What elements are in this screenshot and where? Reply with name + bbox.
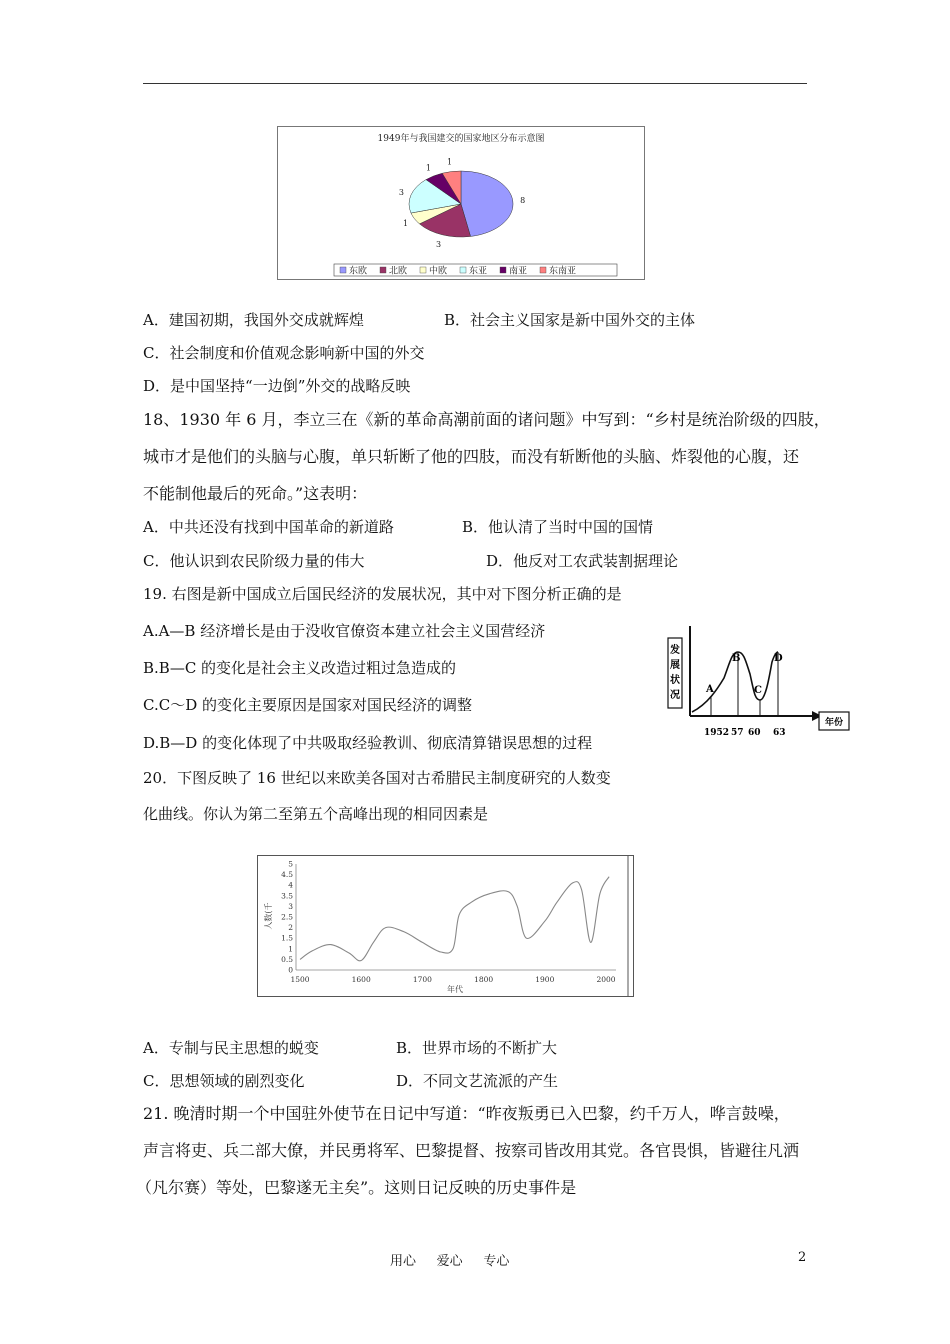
q20-option-c: C．思想领域的剧烈变化 (143, 1072, 305, 1090)
econ-point-a: A (706, 684, 714, 695)
q18-option-a: A．中共还没有找到中国革命的新道路 (143, 518, 394, 536)
q19-stem: 19. 右图是新中国成立后国民经济的发展状况，其中对下图分析正确的是 (143, 585, 622, 603)
pie-chart-title: 1949年与我国建交的国家地区分布示意图 (377, 134, 545, 144)
q19-option-d: D.B—D 的变化体现了中共吸取经验教训、彻底清算错误思想的过程 (143, 734, 593, 752)
q19-option-c: C.C～D 的变化主要原因是国家对国民经济的调整 (143, 696, 472, 714)
line-y-tick-label: 5 (288, 859, 293, 869)
line-y-tick-label: 4.5 (281, 870, 293, 880)
pie-chart (278, 127, 644, 279)
q21-stem-line-2: 声言将吏、兵二部大僚，并民勇将军、巴黎提督、按察司皆改用其党。各官畏惧，皆避往凡洒 (143, 1141, 800, 1160)
econ-point-b: B (732, 653, 741, 664)
q17-option-c: C．社会制度和价值观念影响新中国的外交 (143, 344, 425, 362)
econ-tick-60: 60 (748, 728, 761, 738)
pie-legend-swatch-3 (420, 267, 426, 273)
econ-point-c: C (754, 685, 762, 696)
q18-stem-line-3: 不能制他最后的死命。”这表明： (143, 484, 368, 503)
pie-value-label-6: 1 (447, 157, 453, 167)
line-y-tick-label: 0 (288, 965, 293, 975)
line-y-tick-label: 3 (288, 901, 293, 911)
line-y-tick-label: 1.5 (281, 933, 293, 943)
line-y-tick-label: 2 (288, 923, 293, 933)
econ-y-label-1: 发 (670, 645, 680, 656)
line-x-tick-label: 1700 (412, 975, 432, 984)
line-x-tick-label: 2000 (596, 975, 616, 984)
pie-value-label-5: 1 (425, 163, 431, 173)
pie-legend-label-4: 东亚 (469, 266, 488, 277)
q20-stem-line-1: 20．下图反映了 16 世纪以来欧美各国对古希腊民主制度研究的人数变 (143, 769, 611, 787)
line-x-label: 年代 (447, 985, 463, 994)
pie-value-label-4: 3 (398, 188, 404, 198)
line-x-tick-label: 1500 (290, 975, 310, 984)
pie-value-label-3: 1 (402, 219, 409, 229)
pie-slice-1 (461, 171, 513, 236)
line-y-label: 人数(千 (264, 902, 273, 930)
q20-option-b: B．世界市场的不断扩大 (396, 1039, 558, 1057)
line-series (300, 877, 609, 961)
line-chart-figure (257, 855, 634, 997)
line-x-tick-label: 1800 (474, 975, 494, 984)
q21-stem-line-3: （凡尔赛）等处，巴黎遂无主矣”。这则日记反映的历史事件是 (136, 1178, 577, 1197)
page-number: 2 (798, 1250, 807, 1265)
econ-y-label-2: 展 (670, 660, 680, 671)
pie-legend-label-1: 东欧 (349, 266, 368, 277)
q17-option-b: B．社会主义国家是新中国外交的主体 (444, 311, 696, 329)
q19-option-b: B.B—C 的变化是社会主义改造过粗过急造成的 (143, 659, 457, 677)
line-y-tick-label: 3.5 (281, 891, 293, 901)
econ-y-label-3: 状 (670, 675, 680, 686)
econ-y-label-4: 况 (670, 690, 680, 701)
line-y-tick-label: 1 (288, 944, 293, 954)
pie-chart-figure (277, 126, 645, 280)
economy-diagram (660, 612, 852, 742)
footer-motto: 用心 爱心 专心 (390, 1254, 510, 1269)
pie-legend-label-6: 东南亚 (549, 266, 577, 277)
pie-value-label-1: 8 (520, 196, 526, 205)
pie-legend-label-2: 北欧 (389, 266, 408, 277)
pie-legend-label-3: 中欧 (429, 266, 448, 277)
q20-option-d: D．不同文艺流派的产生 (396, 1072, 559, 1090)
q18-stem-line-1: 18、1930 年 6 月，李立三在《新的革命高潮前面的诸问题》中写到：“乡村是统治阶级的四肢， (143, 410, 830, 429)
pie-legend-swatch-2 (380, 267, 386, 273)
econ-tick-57: 57 (731, 728, 744, 738)
q18-option-c: C．他认识到农民阶级力量的伟大 (143, 552, 365, 570)
q20-stem-line-2: 化曲线。你认为第二至第五个高峰出现的相同因素是 (143, 805, 489, 823)
q21-stem-line-1: 21. 晚清时期一个中国驻外使节在日记中写道：“昨夜叛勇已入巴黎，约千万人，哗言鼓噪， (143, 1104, 790, 1123)
pie-value-label-2: 3 (436, 240, 442, 250)
econ-tick-1952: 1952 (704, 728, 730, 738)
econ-point-d: D (774, 653, 783, 664)
line-x-tick-label: 1900 (535, 975, 555, 984)
line-chart (258, 856, 633, 996)
header-rule (143, 83, 807, 84)
q17-option-a: A．建国初期，我国外交成就辉煌 (143, 311, 364, 329)
q18-option-b: B．他认清了当时中国的国情 (462, 518, 654, 536)
pie-legend-swatch-6 (540, 267, 546, 273)
q18-stem-line-2: 城市才是他们的头脑与心腹，单只斩断了他的四肢，而没有斩断他的头脑、炸裂他的心腹，还 (143, 447, 800, 466)
pie-legend-swatch-5 (500, 267, 506, 273)
line-y-tick-label: 2.5 (281, 912, 293, 922)
q18-option-d: D．他反对工农武装割据理论 (486, 552, 679, 570)
q20-option-a: A．专制与民主思想的蜕变 (143, 1039, 319, 1057)
pie-legend-label-5: 南亚 (509, 266, 528, 277)
pie-legend-swatch-4 (460, 267, 466, 273)
pie-legend-swatch-1 (340, 267, 346, 273)
line-y-tick-label: 4 (288, 880, 293, 890)
econ-tick-63: 63 (773, 728, 786, 738)
q19-option-a: A.A—B 经济增长是由于没收官僚资本建立社会主义国营经济 (143, 622, 546, 640)
line-y-tick-label: 0.5 (281, 954, 293, 964)
q17-option-d: D．是中国坚持“一边倒”外交的战略反映 (143, 377, 411, 395)
econ-x-label: 年份 (824, 718, 844, 728)
line-x-tick-label: 1600 (351, 975, 371, 984)
